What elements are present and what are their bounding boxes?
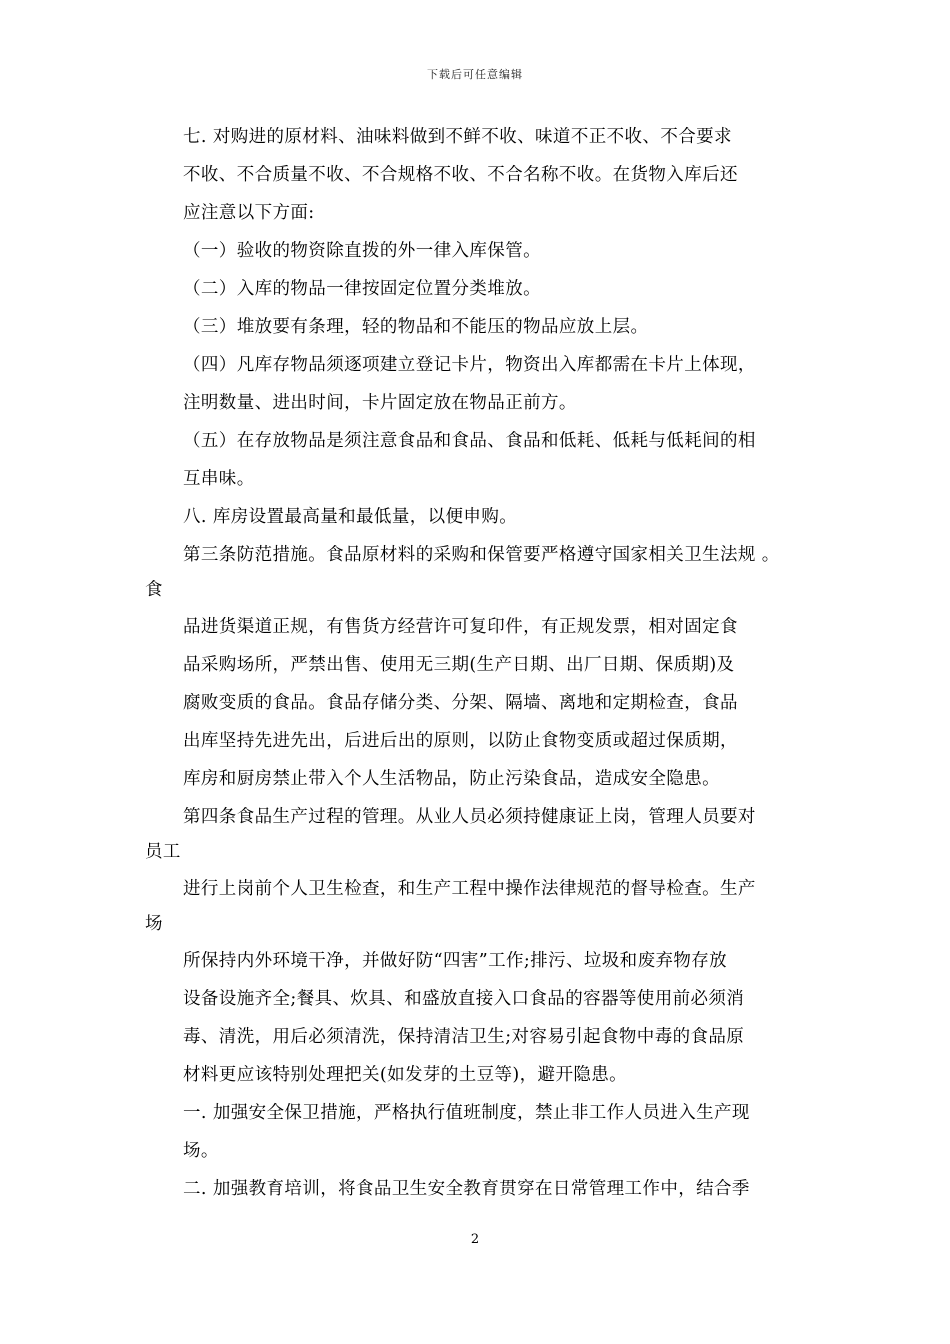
text-line: 材料更应该特别处理把关(如发芽的土豆等)，避开隐患。	[183, 1065, 628, 1085]
text-line: 七. 对购进的原材料、油味料做到不鲜不收、味道不正不收、不合要求	[183, 127, 732, 147]
text-line: 毒、清洗，用后必须清洗，保持清洁卫生;对容易引起食物中毒的食品原	[183, 1027, 745, 1047]
text-line: 品采购场所，严禁出售、使用无三期(生产日期、出厂日期、保质期)及	[183, 655, 735, 675]
text-line: 应注意以下方面:	[183, 203, 315, 223]
text-line: （五）在存放物品是须注意食品和食品、食品和低耗、低耗与低耗间的相	[183, 431, 756, 451]
text-line: 腐败变质的食品。食品存储分类、分架、隔墙、离地和定期检查，食品	[183, 693, 738, 713]
text-line: 第三条防范措施。食品原材料的采购和保管要严格遵守国家相关卫生法规 。	[183, 545, 780, 565]
text-line: 出库坚持先进先出，后进后出的原则，以防止食物变质或超过保质期，	[183, 731, 738, 751]
text-line: （二）入库的物品一律按固定位置分类堆放。	[183, 279, 541, 299]
text-line: 设备设施齐全;餐具、炊具、和盛放直接入口食品的容器等使用前必须消	[183, 989, 745, 1009]
text-line: 品进货渠道正规，有售货方经营许可复印件，有正规发票，相对固定食	[183, 617, 738, 637]
text-line: 场	[145, 914, 163, 934]
text-line: 第四条食品生产过程的管理。从业人员必须持健康证上岗，管理人员要对	[183, 807, 756, 827]
text-line: 二. 加强教育培训，将食品卫生安全教育贯穿在日常管理工作中，结合季	[183, 1179, 750, 1199]
text-line: 员工	[145, 842, 181, 862]
text-line: 进行上岗前个人卫生检查，和生产工程中操作法律规范的督导检查。生产	[183, 879, 756, 899]
text-line: 注明数量、进出时间，卡片固定放在物品正前方。	[183, 393, 577, 413]
page-number: 2	[470, 1232, 480, 1247]
text-line: 一. 加强安全保卫措施，严格执行值班制度，禁止非工作人员进入生产现	[183, 1103, 750, 1123]
text-line: （四）凡库存物品须逐项建立登记卡片，物资出入库都需在卡片上体现，	[183, 355, 756, 375]
text-line: 互串味。	[183, 469, 255, 489]
text-line: 八. 库房设置最高量和最低量，以便申购。	[183, 507, 518, 527]
page-header: 下载后可任意编辑	[427, 68, 523, 81]
text-line: （三）堆放要有条理，轻的物品和不能压的物品应放上层。	[183, 317, 649, 337]
text-line: 库房和厨房禁止带入个人生活物品，防止污染食品，造成安全隐患。	[183, 769, 720, 789]
text-line: 所保持内外环境干净，并做好防“四害”工作;排污、垃圾和废弃物存放	[183, 951, 728, 971]
text-line: （一）验收的物资除直拨的外一律入库保管。	[183, 241, 541, 261]
text-line: 食	[145, 580, 163, 600]
text-line: 场。	[183, 1141, 219, 1161]
text-line: 不收、不合质量不收、不合规格不收、不合名称不收。在货物入库后还	[183, 165, 738, 185]
